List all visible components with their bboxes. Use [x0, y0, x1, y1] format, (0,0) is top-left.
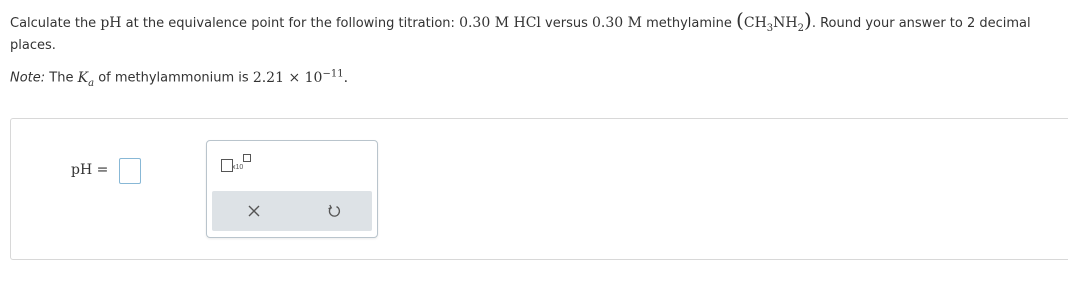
exponent-box-icon — [243, 154, 251, 162]
question-text-line2: places. — [10, 38, 56, 53]
formula-nh: NH — [773, 15, 798, 31]
ka-sub: a — [88, 77, 95, 89]
formula-sub3: 3 — [766, 22, 774, 34]
methylamine-formula — [743, 15, 804, 34]
question-text — [10, 8, 1031, 34]
note-text-part: The — [49, 70, 74, 86]
ph-term: pH — [100, 15, 122, 31]
ka-symbol — [77, 69, 95, 89]
question-text-part: methylamine — [646, 16, 732, 31]
formula-sub2: 2 — [797, 22, 804, 34]
question-text-part: at the equivalence point for the following titration: — [125, 16, 455, 31]
answer-panel — [10, 118, 1068, 260]
ka-exponent: −11 — [322, 68, 344, 79]
undo-button[interactable] — [324, 201, 344, 221]
question-text-part: versus — [545, 16, 588, 31]
note-text — [10, 68, 348, 88]
question-text-part: Calculate the — [10, 16, 97, 31]
ph-answer-input[interactable] — [119, 158, 141, 184]
note-text-part: of methylammonium is — [98, 70, 249, 86]
x10-label: x10 — [232, 164, 244, 171]
undo-icon — [327, 204, 341, 218]
close-paren: ) — [804, 8, 812, 32]
ka-mantissa: 2.21 × 10 — [252, 69, 323, 86]
question-text-part: . Round your answer to 2 decimal — [811, 16, 1031, 31]
scientific-notation-button[interactable] — [221, 151, 261, 175]
tools-action-bar — [212, 191, 372, 231]
methylamine-concentration: 0.30 M — [592, 15, 642, 31]
hcl-concentration: 0.30 M HCl — [459, 15, 541, 31]
ph-answer-label: pH = — [71, 162, 109, 178]
note-label: Note: — [10, 70, 46, 86]
clear-button[interactable] — [244, 201, 264, 221]
ka-period: . — [343, 69, 349, 86]
close-icon — [248, 205, 260, 217]
formula-ch: CH — [743, 15, 767, 31]
ka-value — [253, 70, 348, 86]
math-tools-palette — [206, 140, 378, 238]
ka-k: K — [77, 69, 89, 86]
open-paren: ( — [736, 8, 744, 32]
